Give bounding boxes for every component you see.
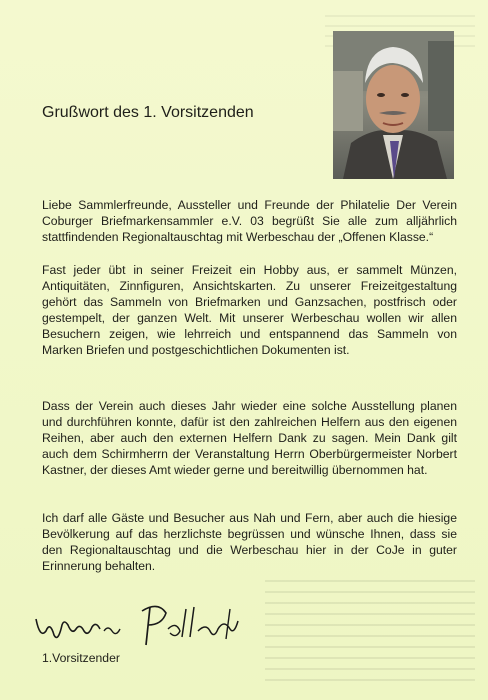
handwritten-signature	[30, 595, 250, 655]
bleed-through-text	[265, 580, 475, 690]
paragraph-1-text: Liebe Sammlerfreunde, Aussteller und Freunde der Philatelie Der Verein Coburger Briefmarkensammler e.V. 03 begrüßt Sie alle zum alljährlich stattfindenden Regionaltauschtag mit Werbeschau der „Offenen Klasse.“	[42, 198, 457, 244]
paragraph-2-text: Fast jeder übt in seiner Freizeit ein Hobby aus, er sammelt Münzen, Antiquitäten, Zinnfiguren, Ansichtskarten. Zu unserer Freizeitgestaltung gehört das Sammeln von Briefmarken und Ganzsachen, postfrisch oder gestempelt, der ganzen Welt. Mit unserer Werbeschau wollen wir allen Besuchern zeigen, wie lehrreich und entspannend das Sammeln von Marken Briefen und postgeschichtlichen Dokumenten ist.	[42, 263, 457, 357]
paragraph-3	[42, 398, 457, 478]
paragraph-2	[42, 262, 457, 358]
page-title: Grußwort des 1. Vorsitzenden	[42, 104, 254, 121]
chairman-portrait-photo	[333, 31, 454, 179]
paragraph-4-text: Ich darf alle Gäste und Besucher aus Nah und Fern, aber auch die hiesige Bevölkerung auf das herzlichste begrüssen und wünsche Ihnen, dass sie den Regionaltauschtag und die Werbeschau hier in der CoJe in guter Erinnerung behalten.	[42, 511, 457, 573]
paragraph-4	[42, 510, 457, 574]
paragraph-3-text: Dass der Verein auch dieses Jahr wieder eine solche Ausstellung planen und durchführen konnte, dafür ist den zahlreichen Helfern aus den eigenen Reihen, aber auch den externen Helfern Dank zu sagen. Mein Dank gilt auch dem Schirmherrn der Veranstaltung Herrn Oberbürgermeister Norbert Kastner, der dieses Amt wieder gerne und bereitwillig übernommen hat.	[42, 399, 457, 477]
paragraph-1	[42, 197, 457, 245]
signatory-role: 1.Vorsitzender	[42, 651, 120, 665]
